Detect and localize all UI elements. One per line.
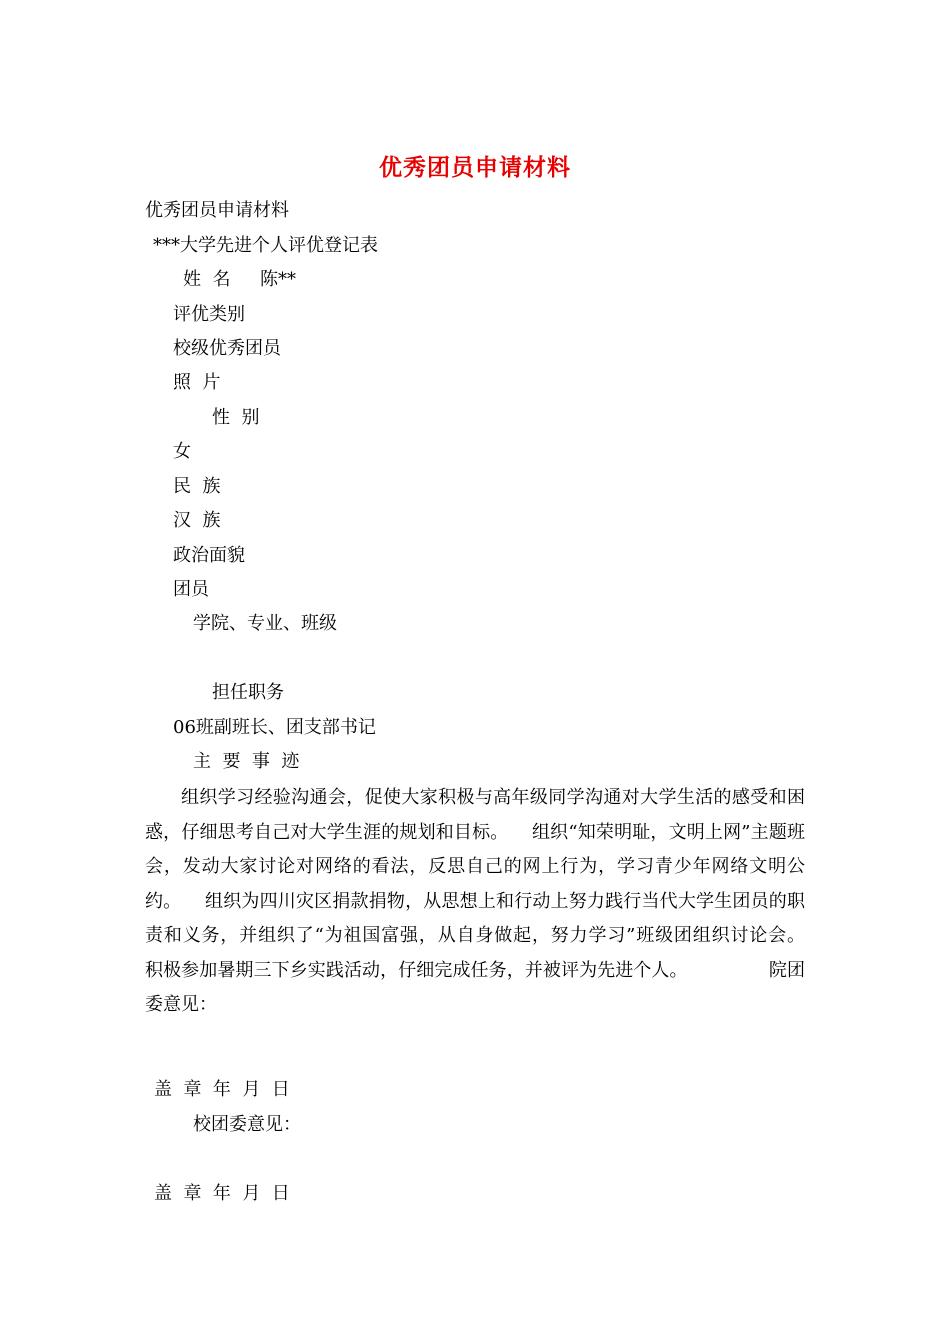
gender-label: 性 别 (212, 407, 260, 428)
deeds-text (145, 781, 828, 1023)
photo-label: 照 片 (173, 372, 221, 393)
stamp-date-1: 盖 章 年 月 日 (154, 1079, 290, 1100)
college-label: 学院、专业、班级 (193, 613, 337, 634)
ethnicity-value: 汉 族 (173, 510, 221, 531)
document-title: 优秀团员申请材料 (379, 154, 571, 181)
position-value: 06班副班长、团支部书记 (173, 717, 376, 738)
gender-value: 女 (173, 441, 191, 462)
political-label: 政治面貌 (173, 545, 245, 566)
position-label: 担任职务 (212, 682, 284, 703)
category-label: 评优类别 (173, 304, 245, 325)
deeds-paragraph: 组织学习经验沟通会，促使大家积极与高年级同学沟通对大学生活的感受和困惑，仔细思考自己对大学生涯的规划和目标。 组织“知荣明耻，文明上网”主题班会，发动大家讨论对网络的看法，反思自己的网上行为，学习青少年网络文明公约。 组织为四川灾区捐款捐物，从思想上和行动上努力践行当代大学生团员的职责和义务，并组织了“为祖国富强，从自身做起，努力学习”班级团组织讨论会。 积极参加暑期三下乡实践活动，仔细完成任务，并被评为先进个人。 院团委意见： (145, 787, 828, 1015)
name-value: 陈** (260, 269, 296, 290)
stamp-date-2: 盖 章 年 月 日 (154, 1183, 290, 1204)
political-value: 团员 (173, 579, 209, 600)
category-value: 校级优秀团员 (173, 338, 281, 359)
school-opinion-label: 校团委意见： (193, 1114, 301, 1135)
deeds-label: 主 要 事 迹 (193, 751, 300, 772)
ethnicity-label: 民 族 (173, 476, 221, 497)
form-title: ***大学先进个人评优登记表 (153, 235, 378, 256)
document-subtitle: 优秀团员申请材料 (145, 200, 289, 221)
name-label: 姓 名 (183, 269, 231, 290)
